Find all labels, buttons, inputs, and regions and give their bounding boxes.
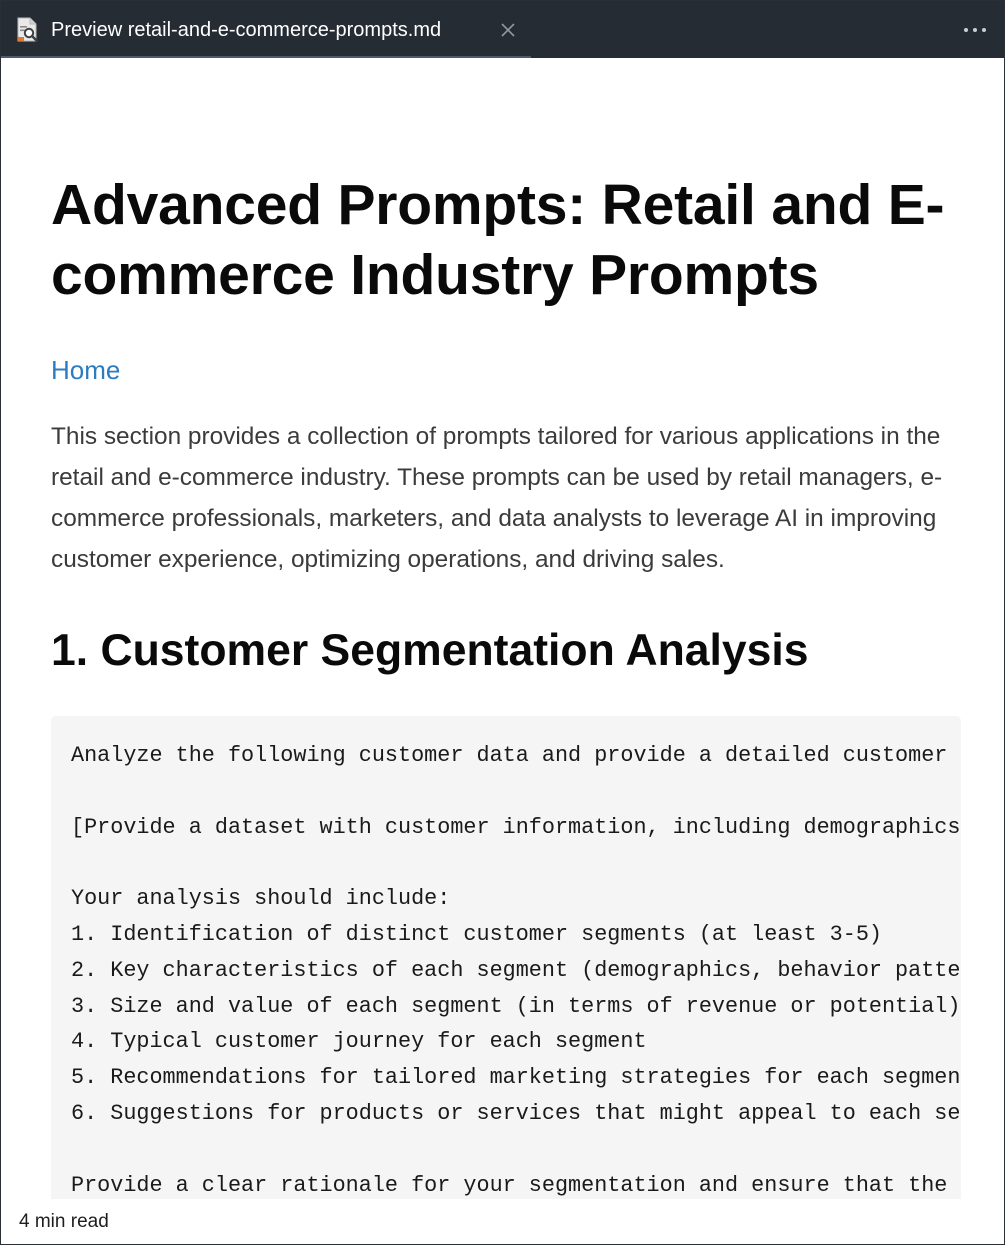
code-line: Your analysis should include:: [71, 886, 451, 912]
read-time-label: 4 min read: [19, 1211, 109, 1232]
markdown-preview-content: [1, 58, 1004, 1199]
code-line: 4. Typical customer journey for each segment: [71, 1029, 647, 1055]
more-actions-icon[interactable]: [958, 19, 992, 41]
tab-title: Preview retail-and-e-commerce-prompts.md: [51, 19, 442, 41]
code-line: 2. Key characteristics of each segment (demographics, behavior patte: [71, 957, 961, 983]
code-text: [71, 738, 960, 1199]
page-title: Advanced Prompts: Retail and E-commerce Industry Prompts: [51, 173, 945, 307]
code-block[interactable]: [51, 716, 961, 1199]
intro-paragraph: This section provides a collection of prompts tailored for various applications in the retail and e-commerce industry. These prompts can be used by retail managers, e-commerce professionals, marketers, and data analysts to leverage AI in improving customer experience, optimizing operations, and driving sales.: [51, 423, 943, 573]
code-line: 5. Recommendations for tailored marketing strategies for each segmen: [71, 1065, 961, 1091]
status-bar: [1, 1199, 1004, 1244]
markdown-preview-icon: [15, 17, 39, 43]
code-line: 6. Suggestions for products or services that might appeal to each se: [71, 1100, 961, 1126]
tab-bar: [0, 0, 1005, 58]
code-line: Analyze the following customer data and provide a detailed customer: [71, 743, 948, 768]
close-icon[interactable]: [498, 20, 518, 40]
code-line: Provide a clear rationale for your segmentation and ensure that the: [71, 1172, 948, 1198]
tab-preview[interactable]: [0, 0, 531, 58]
home-link[interactable]: Home: [51, 355, 121, 385]
code-line: 1. Identification of distinct customer segments (at least 3-5): [71, 921, 882, 947]
code-line: [Provide a dataset with customer information, including demographics: [71, 814, 961, 840]
code-line: 3. Size and value of each segment (in terms of revenue or potential): [71, 993, 961, 1019]
section-heading: 1. Customer Segmentation Analysis: [51, 626, 809, 675]
